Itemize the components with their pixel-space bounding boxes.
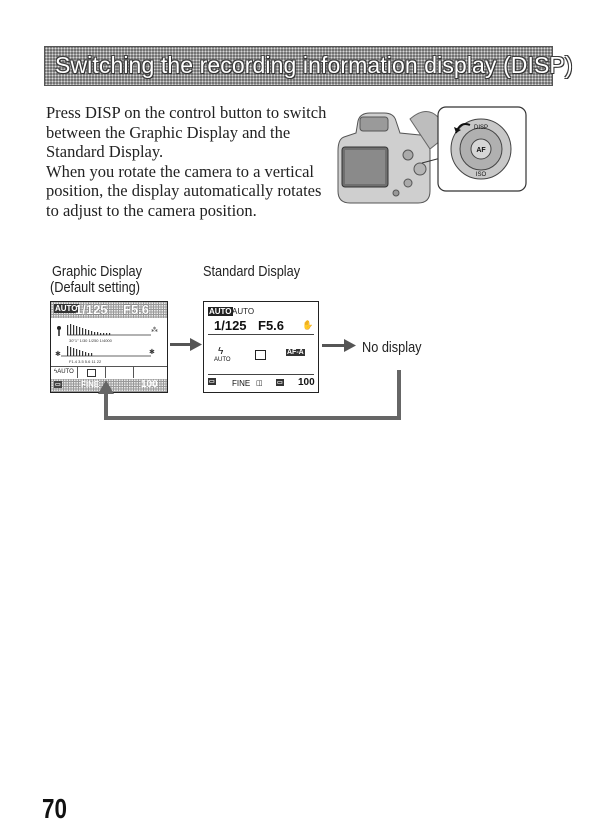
standard-af-badge: AF-A <box>287 349 304 356</box>
graphic-flash-mode: ϟAUTO <box>54 369 74 375</box>
graphic-shutter-scale-label: 30"1" 1/30 1/250 1/4000 <box>69 338 112 343</box>
standard-card-icon: ▭ <box>277 380 283 386</box>
standard-display-caption: Standard Display <box>203 263 301 280</box>
control-button-bottom-label: ISO <box>475 172 487 178</box>
graphic-exposure-scale <box>53 320 165 366</box>
standard-mode-badge: AUTO <box>209 307 232 316</box>
graphic-shutter-speed: 1/125 <box>75 302 108 317</box>
graphic-aperture: F5.6 <box>123 302 150 317</box>
graphic-quality: FINE <box>81 380 100 389</box>
svg-text:⁂: ⁂ <box>151 327 158 334</box>
control-button-top-label: DISP <box>473 125 489 131</box>
graphic-mode-badge: AUTO <box>55 304 78 313</box>
no-display-label: No display <box>362 339 422 356</box>
standard-battery-icon: ▭ <box>209 379 215 385</box>
control-button-icon <box>451 119 511 179</box>
svg-text:✱: ✱ <box>55 351 61 358</box>
graphic-battery-icon: ▭ <box>55 382 61 388</box>
graphic-aperture-scale-label: F1.4 3.5 5.6 11 22 <box>69 359 102 364</box>
return-loop-arrow-icon <box>98 370 404 424</box>
standard-flash-mode: AUTO <box>214 357 231 363</box>
standard-drive-mode-icon <box>255 350 266 360</box>
standard-aperture: F5.6 <box>258 318 285 333</box>
graphic-shot-count: 100 <box>141 379 158 390</box>
standard-quality: FINE <box>232 379 251 388</box>
standard-steadyshot-icon: ✋ <box>302 320 314 330</box>
graphic-drive-mode-icon <box>87 369 96 377</box>
page-number: 70 <box>42 793 67 824</box>
standard-aspect-icon: ◫ <box>256 380 263 387</box>
arrow-to-standard-icon <box>170 338 202 352</box>
standard-shot-count: 100 <box>298 377 315 388</box>
section-title: Switching the recording information display (DISP) <box>55 52 573 78</box>
standard-shutter-speed: 1/125 <box>214 318 247 333</box>
graphic-display-default-caption: (Default setting) <box>50 279 141 296</box>
control-button-center-label: AF <box>476 147 486 154</box>
graphic-display-top-bar <box>51 302 167 318</box>
camera-back-icon <box>330 99 530 209</box>
standard-flash-icon: ϟ <box>218 346 224 357</box>
svg-text:✱: ✱ <box>149 349 155 356</box>
paragraph-rotation: When you rotate the camera to a vertical position, the display automatically rotates to adjust to the camera position. <box>46 161 322 220</box>
paragraph-disp-switch: Press DISP on the control button to switch between the Graphic Display and the Standard Display. <box>46 103 327 161</box>
section-banner <box>44 46 573 86</box>
body-text <box>46 103 331 220</box>
arrow-to-no-display-icon <box>322 339 356 353</box>
standard-mode-text: AUTO <box>232 307 255 316</box>
graphic-display-caption: Graphic Display <box>52 263 142 280</box>
